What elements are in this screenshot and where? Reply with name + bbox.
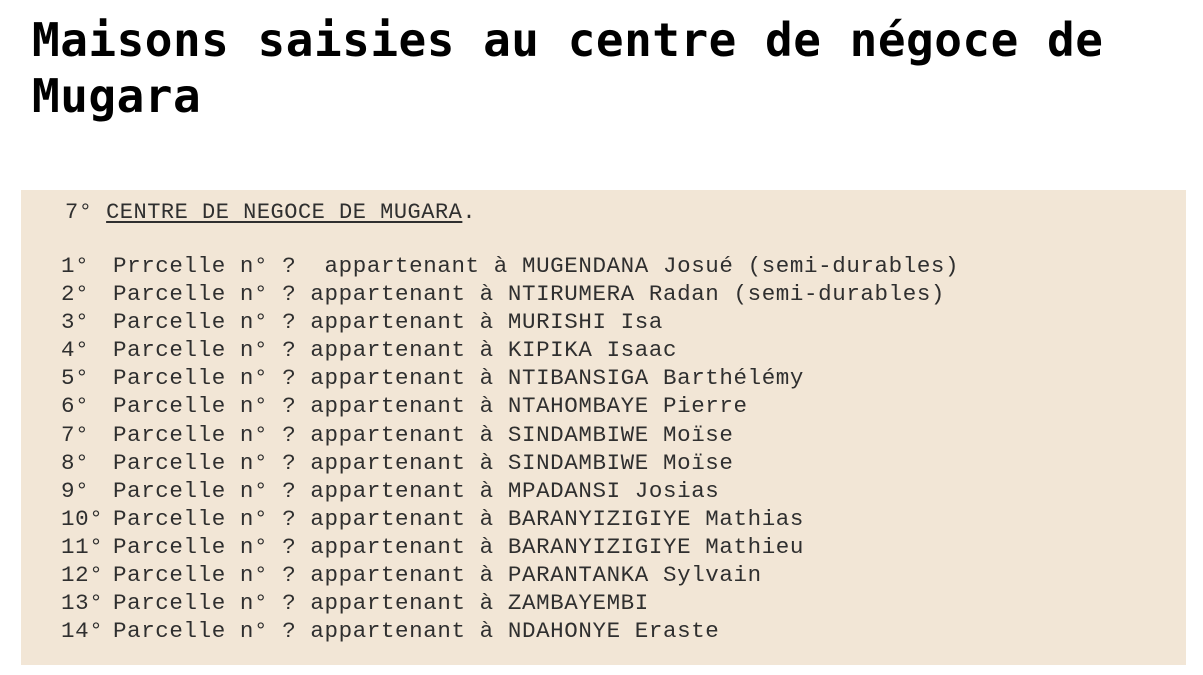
entry-text: Parcelle n° ? appartenant à NDAHONYE Eraste <box>113 618 720 645</box>
list-item <box>61 280 959 308</box>
section-heading <box>65 198 476 228</box>
section-heading-text: CENTRE DE NEGOCE DE MUGARA <box>106 200 463 225</box>
list-item <box>61 505 959 533</box>
entry-text: Parcelle n° ? appartenant à SINDAMBIWE Moïse <box>113 421 734 448</box>
entry-text: Parcelle n° ? appartenant à MURISHI Isa <box>113 309 663 336</box>
entry-number: 3° <box>61 309 90 336</box>
entry-text: Parcelle n° ? appartenant à PARANTANKA Sylvain <box>113 562 762 589</box>
entry-number: 14° <box>61 618 104 645</box>
entry-text: Parcelle n° ? appartenant à BARANYIZIGIYE Mathieu <box>113 533 805 560</box>
parcel-list <box>61 252 959 645</box>
entry-number: 7° <box>61 421 90 448</box>
scanned-document <box>21 190 1186 665</box>
entry-number: 13° <box>61 590 104 617</box>
entry-text: Parcelle n° ? appartenant à NTIBANSIGA Barthélémy <box>113 365 805 392</box>
entry-number: 12° <box>61 562 104 589</box>
entry-number: 6° <box>61 393 90 420</box>
list-item <box>61 477 959 505</box>
entry-number: 1° <box>61 253 90 279</box>
section-heading-period: . <box>462 200 477 225</box>
entry-text: Parcelle n° ? appartenant à BARANYIZIGIYE Mathias <box>113 505 805 532</box>
list-item <box>61 561 959 589</box>
section-heading-number: 7° <box>65 200 93 225</box>
list-item <box>61 449 959 477</box>
entry-number: 9° <box>61 477 90 504</box>
list-item <box>61 392 959 420</box>
entry-number: 5° <box>61 365 90 392</box>
entry-text: Parcelle n° ? appartenant à NTAHOMBAYE Pierre <box>113 393 748 420</box>
entry-number: 10° <box>61 505 104 532</box>
list-item <box>61 308 959 336</box>
list-item <box>61 617 959 645</box>
entry-text: Parcelle n° ? appartenant à MPADANSI Josias <box>113 477 720 504</box>
entry-number: 2° <box>61 281 90 308</box>
list-item <box>61 364 959 392</box>
list-item <box>61 336 959 364</box>
list-item <box>61 533 959 561</box>
entry-text: Parcelle n° ? appartenant à SINDAMBIWE Moïse <box>113 449 734 476</box>
list-item <box>61 252 959 280</box>
entry-text: Prrcelle n° ? appartenant à MUGENDANA Josué (semi-durables) <box>113 253 960 279</box>
page-title: Maisons saisies au centre de négoce de Mugara <box>32 13 1104 123</box>
list-item <box>61 589 959 617</box>
list-item <box>61 421 959 449</box>
entry-text: Parcelle n° ? appartenant à NTIRUMERA Radan (semi-durables) <box>113 281 946 308</box>
entry-number: 4° <box>61 337 90 364</box>
entry-number: 11° <box>61 533 104 560</box>
entry-text: Parcelle n° ? appartenant à ZAMBAYEMBI <box>113 590 649 617</box>
entry-number: 8° <box>61 449 90 476</box>
entry-text: Parcelle n° ? appartenant à KIPIKA Isaac <box>113 337 678 364</box>
